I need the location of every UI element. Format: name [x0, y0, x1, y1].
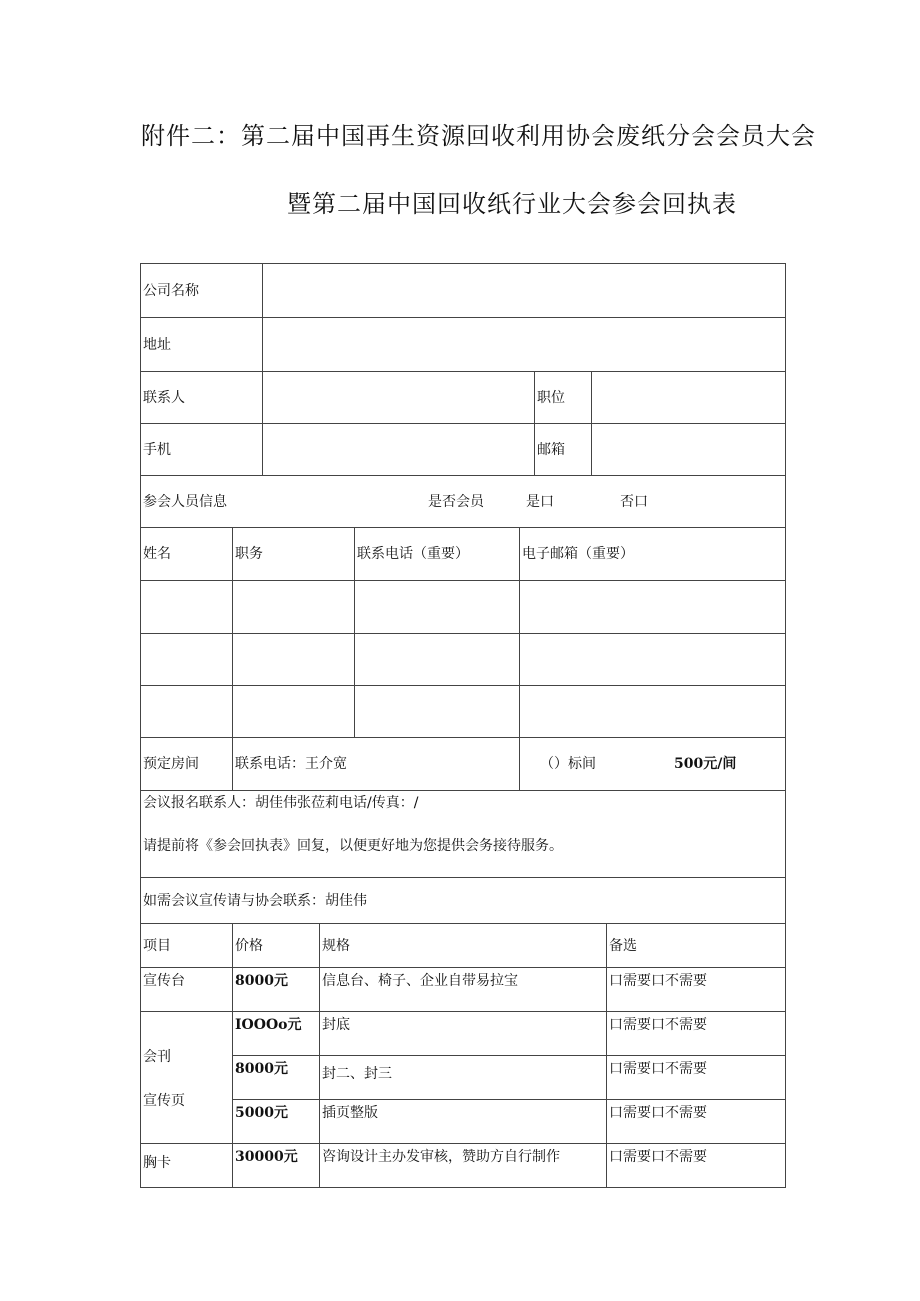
attendee-email-cell[interactable] — [519, 633, 786, 686]
company-name-label: 公司名称 — [140, 263, 263, 318]
attendee-title-cell[interactable] — [232, 685, 355, 738]
journal-item-line2: 宣传页 — [143, 1093, 185, 1109]
attendee-email-cell[interactable] — [519, 580, 786, 634]
attendee-name-cell[interactable] — [140, 633, 233, 686]
promo-choice-journal[interactable]: 口需要口不需要 — [606, 1055, 786, 1100]
promo-spec-booth: 信息台、椅子、企业自带易拉宝 — [319, 967, 607, 1012]
reply-note: 请提前将《参会回执表》回复，以便更好地为您提供会务接待服务。 — [143, 838, 563, 854]
promo-spec-journal — [319, 1055, 607, 1100]
member-question: 是否会员 — [428, 494, 484, 510]
promo-choice-badge[interactable]: 口需要口不需要 — [606, 1143, 786, 1188]
attendee-info-label: 参会人员信息 — [143, 494, 227, 510]
room-type-checkbox[interactable]: （）标间 — [540, 756, 596, 772]
member-no-checkbox[interactable]: 否口 — [620, 494, 648, 510]
promo-price-badge: 30000元 — [232, 1143, 320, 1188]
position-field[interactable] — [591, 371, 786, 424]
promo-item-journal — [140, 1011, 233, 1144]
position-label: 职位 — [534, 371, 592, 424]
promo-item-badge-text: 胸卡 — [143, 1155, 171, 1171]
col-header-name: 姓名 — [140, 527, 233, 581]
signup-info-cell — [140, 790, 786, 878]
attendee-phone-cell[interactable] — [354, 685, 520, 738]
company-name-field[interactable] — [262, 263, 786, 318]
promo-price-journal: 8000元 — [232, 1055, 320, 1100]
document-title-line1: 附件二：第二届中国再生资源回收利用协会废纸分会会员大会 — [141, 122, 816, 150]
room-booking-label: 预定房间 — [140, 737, 233, 791]
room-contact: 联系电话：王介宽 — [232, 737, 520, 791]
promo-price-journal: IOOOo元 — [232, 1011, 320, 1056]
col-header-title: 职务 — [232, 527, 355, 581]
promo-choice-booth[interactable]: 口需要口不需要 — [606, 967, 786, 1012]
promo-spec-badge: 咨询设计主办发审核，赞助方自行制作 — [319, 1143, 607, 1188]
promo-header-item: 项目 — [140, 923, 233, 968]
attendee-name-cell[interactable] — [140, 580, 233, 634]
mobile-label: 手机 — [140, 423, 263, 476]
promo-header-spec: 规格 — [319, 923, 607, 968]
journal-item-line1: 会刊 — [143, 1049, 171, 1065]
col-header-email: 电子邮箱（重要） — [519, 527, 786, 581]
room-type-cell — [519, 737, 786, 791]
attendee-title-cell[interactable] — [232, 580, 355, 634]
mobile-field[interactable] — [262, 423, 535, 476]
attendee-phone-cell[interactable] — [354, 580, 520, 634]
email-field[interactable] — [591, 423, 786, 476]
member-yes-checkbox[interactable]: 是口 — [526, 494, 554, 510]
promo-choice-journal[interactable]: 口需要口不需要 — [606, 1011, 786, 1056]
attendee-name-cell[interactable] — [140, 685, 233, 738]
promo-price-booth: 8000元 — [232, 967, 320, 1012]
attendee-email-cell[interactable] — [519, 685, 786, 738]
promo-spec-journal-text: 封二、封三 — [322, 1066, 392, 1082]
promo-item-badge — [140, 1143, 233, 1188]
signup-contact: 会议报名联系人：胡佳伟张莅莉电话/传真：/ — [143, 795, 419, 811]
address-field[interactable] — [262, 317, 786, 372]
attendee-info-row — [140, 475, 786, 528]
attendee-title-cell[interactable] — [232, 633, 355, 686]
promo-spec-journal: 插页整版 — [319, 1099, 607, 1144]
contact-person-field[interactable] — [262, 371, 535, 424]
col-header-phone: 联系电话（重要） — [354, 527, 520, 581]
attendee-phone-cell[interactable] — [354, 633, 520, 686]
room-price: 500元/间 — [674, 756, 737, 772]
document-title-line2: 暨第二届中国回收纸行业大会参会回执表 — [287, 190, 737, 218]
promo-header-price: 价格 — [232, 923, 320, 968]
promo-price-journal: 5000元 — [232, 1099, 320, 1144]
promo-item-booth: 宣传台 — [140, 967, 233, 1012]
promo-choice-journal[interactable]: 口需要口不需要 — [606, 1099, 786, 1144]
contact-person-label: 联系人 — [140, 371, 263, 424]
promo-contact: 如需会议宣传请与协会联系：胡佳伟 — [140, 877, 786, 924]
promo-header-choice: 备选 — [606, 923, 786, 968]
address-label: 地址 — [140, 317, 263, 372]
promo-spec-journal: 封底 — [319, 1011, 607, 1056]
email-label: 邮箱 — [534, 423, 592, 476]
